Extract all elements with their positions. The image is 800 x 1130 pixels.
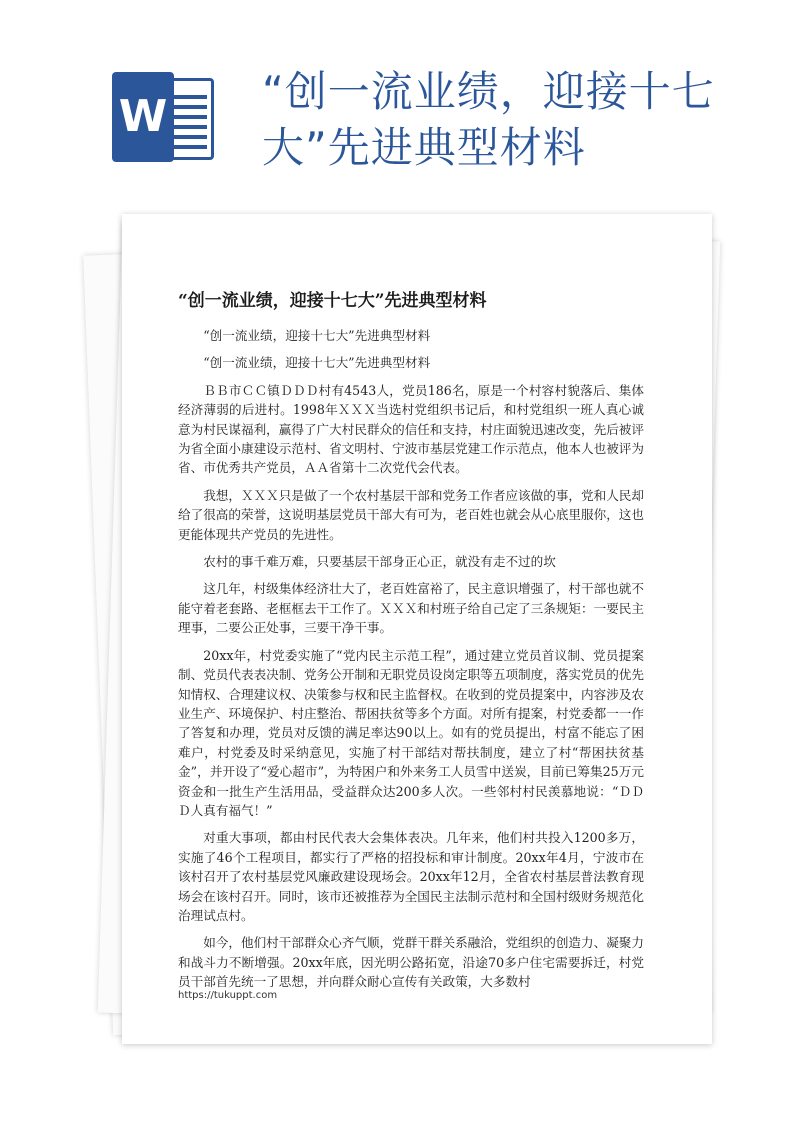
paragraph: “创一流业绩，迎接十七大”先进典型材料 [203, 355, 431, 371]
document-page [122, 214, 712, 1044]
paragraph: ＢＢ市ＣＣ镇ＤＤＤ村有4543人，党员186名，原是一个村容村貌落后、集体经济薄弱的后进村。1998年ＸＸＸ当选村党组织书记后，和村党组织一班人真心诚意为村民谋福利，赢得了广大村民群众的信任和支持，村庄面貌迅速改变，先后被评为省全面小康建设示范村、省文明村、宁波市基层党建工作示范点，他本人也被评为省、市优秀共产党员，ＡＡ省第十二次党代会代表。 [178, 382, 644, 476]
paragraph: “创一流业绩，迎接十七大”先进典型材料 [203, 328, 431, 343]
footer-url[interactable]: https://tukuppt.com [178, 990, 278, 1001]
banner-title: “创一流业绩，迎接十七大”先进典型材料 [262, 67, 715, 172]
document-title: “创一流业绩，迎接十七大”先进典型材料 [178, 291, 487, 311]
paragraph: 对重大事项，都由村民代表大会集体表决。几年来，他们村共投入1200多万，实施了46个工程项目，都实行了严格的招投标和审计制度。20xx年4月，宁波市在该村召开了农村基层党风廉政建设现场会。20xx年12月，全省农村基层普法教育现场会在该村召开。同时，该市还被推荐为全国民主法制示范村和全国村级财务规范化治理试点村。 [178, 830, 644, 923]
banner [0, 0, 800, 200]
word-document-icon [112, 72, 216, 162]
paragraph: 如今，他们村干部群众心齐气顺，党群干群关系融洽，党组织的创造力、凝聚力和战斗力不断增强。20xx年底，因光明公路拓宽，沿途70多户住宅需要拆迁，村党员干部首先统一了思想，并向群众耐心宣传有关政策，大多数村 [178, 935, 644, 990]
paragraph: 我想，ＸＸＸ只是做了一个农村基层干部和党务工作者应该做的事，党和人民却给了很高的荣誉，这说明基层党员干部大有可为，老百姓也就会从心底里服你，这也更能体现共产党员的先进性。 [178, 487, 644, 542]
paragraph: 农村的事千难万难，只要基层干部身正心正，就没有走不过的坎 [203, 554, 556, 570]
word-logo-letter: W [112, 72, 174, 162]
document-body [178, 326, 644, 1000]
paragraph: 20xx年，村党委实施了“党内民主示范工程”，通过建立党员首议制、党员提案制、党员代表表决制、党务公开制和无职党员设岗定职等五项制度，落实党员的优先知情权、合理建议权、决策参与权和民主监督权。在收到的党员提案中，内容涉及农业生产、环境保护、村庄整治、帮困扶贫等多个方面。对所有提案，村党委都一一作了答复和办理，党员对反馈的满足率达90以上。如有的党员提出，村富不能忘了困难户，村党委及时采纳意见，实施了村干部结对帮扶制度，建立了村“帮困扶贫基金”，并开设了“爱心超市”，为特困户和外来务工人员雪中送炭，目前已筹集25万元资金和一批生产生活用品，受益群众达200多人次。一些邻村村民羡慕地说：“ＤＤＤ人真有福气！” [178, 647, 644, 818]
paragraph: 这几年，村级集体经济壮大了，老百姓富裕了，民主意识增强了，村干部也就不能守着老套路、老框框去干工作了。ＸＸＸ和村班子给自己定了三条规矩：一要民主理事，二要公正处事，三要干净干事。 [178, 581, 644, 636]
